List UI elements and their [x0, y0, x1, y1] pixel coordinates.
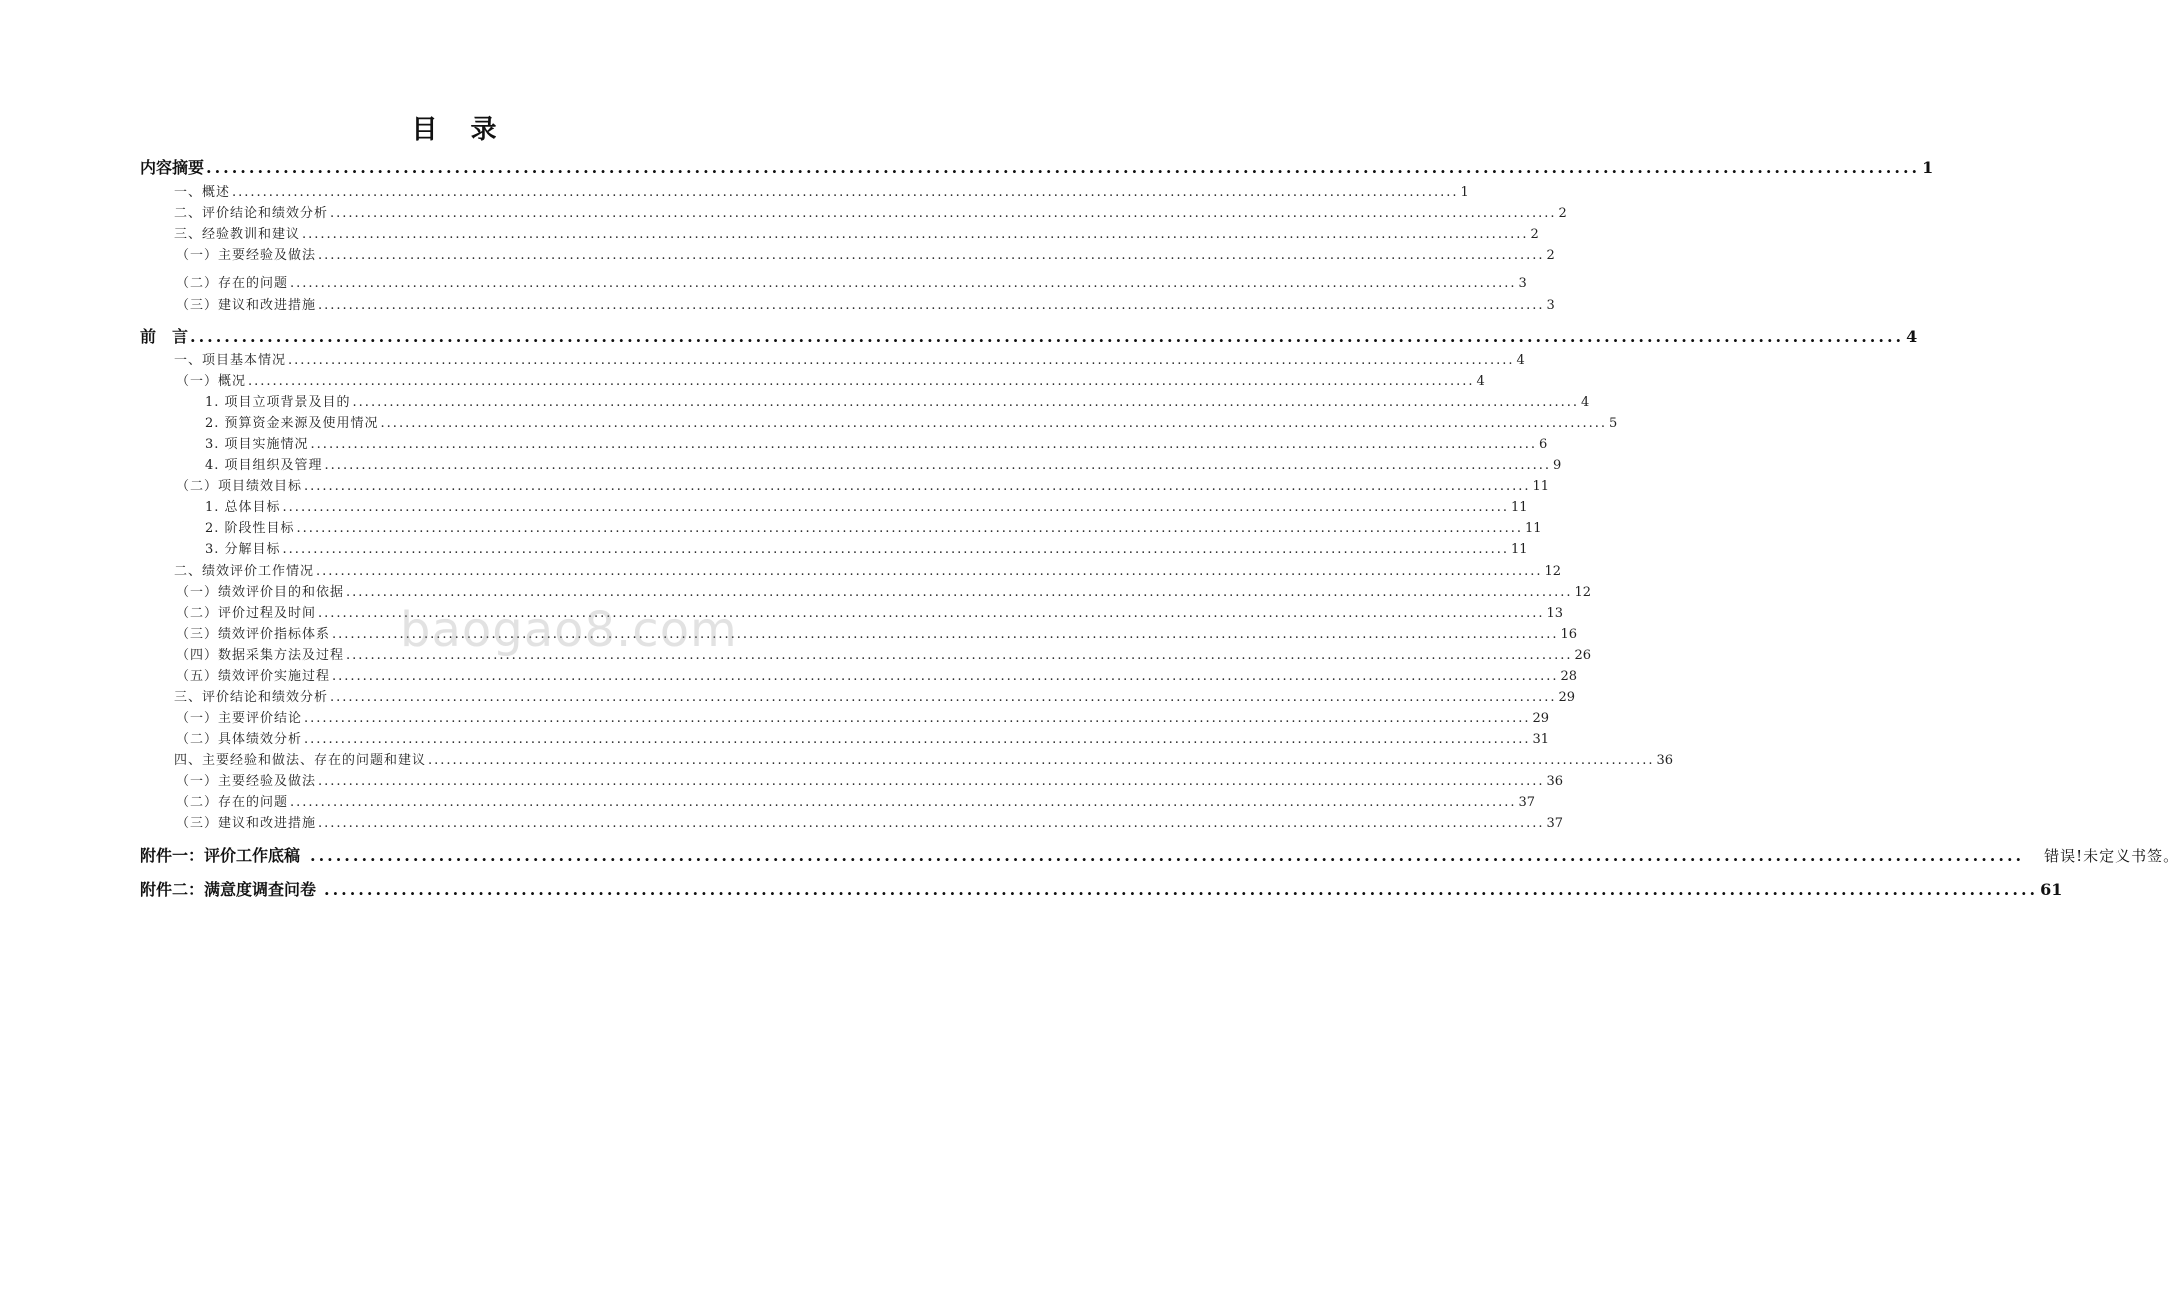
toc-entry-label: 3. 分解目标 [205, 542, 281, 557]
toc-entry-page: 2 [1530, 227, 1539, 242]
toc-entry-label: 3. 项目实施情况 [205, 437, 309, 452]
toc-leader-dots: ........................................................................................................................................................................................................ [302, 227, 1529, 242]
toc-entry-label: 四、主要经验和做法、存在的问题和建议 [174, 753, 427, 768]
toc-entry-level3[interactable] [176, 298, 1555, 314]
toc-entry-level3[interactable] [176, 627, 1578, 643]
toc-entry-level4[interactable] [205, 458, 1562, 474]
toc-entry-label: 1. 项目立项背景及目的 [205, 395, 351, 410]
toc-entry-label: （五）绩效评价实施过程 [176, 669, 331, 684]
toc-entry-level4[interactable] [205, 395, 1590, 411]
toc-entry-page: 11 [1532, 479, 1550, 494]
toc-entry-page: 37 [1518, 795, 1536, 810]
toc-entry-level2[interactable] [174, 753, 1674, 769]
toc-entry-level3[interactable] [176, 669, 1578, 685]
toc-entry-page: 29 [1558, 690, 1576, 705]
toc-entry-level1[interactable] [140, 846, 2179, 866]
toc-entry-level2[interactable] [174, 690, 1576, 706]
toc-entry-level4[interactable] [205, 500, 1528, 516]
toc-entry-level3[interactable] [176, 774, 1564, 790]
toc-entry-level4[interactable] [205, 521, 1542, 537]
toc-entry-label: 附件一：评价工作底稿 [140, 846, 301, 865]
toc-entry-page: 5 [1609, 416, 1618, 431]
toc-leader-dots: ........................................................................................................................................................................................................ [318, 816, 1545, 831]
toc-entry-page: 4 [1581, 395, 1590, 410]
toc-entry-label: 4. 项目组织及管理 [205, 458, 323, 473]
toc-leader-dots: ........................................................................................................................................................................................................ [248, 374, 1475, 389]
toc-leader-dots: ........................................................................................................................................................................................................ [310, 846, 2025, 865]
toc-entry-page: 2 [1558, 206, 1567, 221]
toc-leader-dots: ........................................................................................................................................................................................................ [304, 479, 1531, 494]
toc-entry-level1[interactable] [140, 327, 1918, 347]
toc-leader-dots: ........................................................................................................................................................................................................ [282, 500, 1510, 515]
toc-entry-label: （二）评价过程及时间 [176, 606, 317, 621]
toc-leader-dots: ........................................................................................................................................................................................................ [296, 521, 1524, 536]
toc-entry-label: （一）主要评价结论 [176, 711, 303, 726]
toc-leader-dots: ........................................................................................................................................................................................................ [190, 327, 1905, 346]
toc-entry-level3[interactable] [176, 276, 1527, 292]
toc-entry-label: 二、评价结论和绩效分析 [174, 206, 329, 221]
toc-entry-label: 三、评价结论和绩效分析 [174, 690, 329, 705]
toc-entry-label: （二）存在的问题 [176, 276, 289, 291]
toc-entry-page: 4 [1906, 327, 1918, 346]
toc-entry-level3[interactable] [176, 711, 1550, 727]
toc-entry-level2[interactable] [174, 206, 1567, 222]
toc-entry-level1[interactable] [140, 158, 1934, 178]
toc-leader-dots: ........................................................................................................................................................................................................ [304, 711, 1531, 726]
toc-entry-page: 4 [1476, 374, 1485, 389]
toc-entry-level3[interactable] [176, 648, 1592, 664]
toc-entry-level3[interactable] [176, 606, 1564, 622]
toc-entry-level3[interactable] [176, 374, 1485, 390]
toc-entry-level4[interactable] [205, 542, 1528, 558]
toc-entry-page: 1 [1460, 185, 1469, 200]
toc-entry-page: 12 [1544, 564, 1562, 579]
toc-entry-label: 一、项目基本情况 [174, 353, 287, 368]
toc-entry-level4[interactable] [205, 416, 1618, 432]
toc-leader-dots: ........................................................................................................................................................................................................ [304, 732, 1531, 747]
toc-entry-label: 内容摘要 [140, 158, 205, 177]
toc-entry-label: （二）存在的问题 [176, 795, 289, 810]
toc-leader-dots: ........................................................................................................................................................................................................ [428, 753, 1655, 768]
toc-entry-label: （一）绩效评价目的和依据 [176, 585, 345, 600]
toc-entry-page: 31 [1532, 732, 1550, 747]
toc-leader-dots: ........................................................................................................................................................................................................ [206, 158, 1921, 177]
toc-leader-dots: ........................................................................................................................................................................................................ [318, 298, 1545, 313]
toc-entry-label: 二、绩效评价工作情况 [174, 564, 315, 579]
toc-leader-dots: ........................................................................................................................................................................................................ [346, 648, 1573, 663]
toc-entry-label: 三、经验教训和建议 [174, 227, 301, 242]
toc-leader-dots: ........................................................................................................................................................................................................ [318, 774, 1545, 789]
toc-entry-level3[interactable] [176, 732, 1550, 748]
toc-entry-page: 9 [1553, 458, 1562, 473]
toc-entry-label: （二）具体绩效分析 [176, 732, 303, 747]
toc-entry-page: 13 [1546, 606, 1564, 621]
toc-entry-level3[interactable] [176, 816, 1564, 832]
toc-leader-dots: ........................................................................................................................................................................................................ [352, 395, 1580, 410]
toc-leader-dots: ........................................................................................................................................................................................................ [316, 564, 1543, 579]
toc-entry-level2[interactable] [174, 353, 1525, 369]
toc-leader-dots: ........................................................................................................................................................................................................ [232, 185, 1459, 200]
toc-leader-dots: ........................................................................................................................................................................................................ [310, 437, 1538, 452]
toc-entry-page: 1 [1922, 158, 1934, 177]
toc-entry-level2[interactable] [174, 564, 1562, 580]
toc-entry-label: （一）主要经验及做法 [176, 774, 317, 789]
toc-leader-dots: ........................................................................................................................................................................................................ [282, 542, 1510, 557]
toc-leader-dots: ........................................................................................................................................................................................................ [330, 206, 1557, 221]
toc-entry-page: 36 [1546, 774, 1564, 789]
toc-entry-label: （三）建议和改进措施 [176, 816, 317, 831]
toc-entry-label: 一、概述 [174, 185, 231, 200]
toc-entry-page: 2 [1546, 248, 1555, 263]
toc-entry-page: 29 [1532, 711, 1550, 726]
toc-leader-dots: ........................................................................................................................................................................................................ [288, 353, 1515, 368]
toc-leader-dots: ........................................................................................................................................................................................................ [324, 458, 1552, 473]
toc-leader-dots: ........................................................................................................................................................................................................ [318, 248, 1545, 263]
toc-entry-page: 12 [1574, 585, 1592, 600]
toc-entry-page: 3 [1518, 276, 1527, 291]
toc-leader-dots: ........................................................................................................................................................................................................ [346, 585, 1573, 600]
toc-entry-page: 6 [1539, 437, 1548, 452]
toc-entry-page: 16 [1560, 627, 1578, 642]
toc-title: 目 录 [411, 115, 509, 145]
toc-entry-level3[interactable] [176, 795, 1536, 811]
toc-entry-label: 2. 预算资金来源及使用情况 [205, 416, 379, 431]
toc-leader-dots: ........................................................................................................................................................................................................ [324, 880, 2039, 899]
toc-leader-dots: ........................................................................................................................................................................................................ [332, 669, 1559, 684]
toc-entry-label: （一）概况 [176, 374, 247, 389]
toc-entry-level3[interactable] [176, 248, 1555, 264]
toc-entry-page: 28 [1560, 669, 1578, 684]
toc-entry-label: 1. 总体目标 [205, 500, 281, 515]
toc-entry-label: （四）数据采集方法及过程 [176, 648, 345, 663]
watermark: baogao8.com [400, 602, 738, 658]
toc-entry-page: 3 [1546, 298, 1555, 313]
toc-entry-page: 37 [1546, 816, 1564, 831]
toc-entry-level3[interactable] [176, 479, 1550, 495]
toc-entry-label: （一）主要经验及做法 [176, 248, 317, 263]
toc-leader-dots: ........................................................................................................................................................................................................ [330, 690, 1557, 705]
toc-entry-label: 附件二：满意度调查问卷 [140, 880, 317, 899]
toc-entry-page: 4 [1516, 353, 1525, 368]
toc-entry-label: （三）绩效评价指标体系 [176, 627, 331, 642]
toc-leader-dots: ........................................................................................................................................................................................................ [332, 627, 1559, 642]
toc-entry-label: 2. 阶段性目标 [205, 521, 295, 536]
toc-leader-dots: ........................................................................................................................................................................................................ [290, 795, 1517, 810]
toc-entry-page: 61 [2040, 880, 2063, 899]
toc-entry-label: 前 言 [140, 327, 189, 346]
toc-entry-label: （二）项目绩效目标 [176, 479, 303, 494]
toc-entry-page: 11 [1511, 500, 1528, 515]
toc-leader-dots: ........................................................................................................................................................................................................ [380, 416, 1608, 431]
toc-leader-dots: ........................................................................................................................................................................................................ [318, 606, 1545, 621]
toc-entry-label: （三）建议和改进措施 [176, 298, 317, 313]
toc-entry-page-error: 错误!未定义书签。 [2044, 847, 2179, 865]
toc-entry-page: 36 [1656, 753, 1674, 768]
toc-entry-level2[interactable] [174, 227, 1539, 243]
toc-entry-page: 11 [1525, 521, 1542, 536]
toc-entry-level3[interactable] [176, 585, 1592, 601]
toc-entry-page: 26 [1574, 648, 1592, 663]
toc-entry-page: 11 [1511, 542, 1528, 557]
toc-leader-dots: ........................................................................................................................................................................................................ [290, 276, 1517, 291]
toc-entry-level1[interactable] [140, 880, 2063, 900]
toc-entry-level2[interactable] [174, 185, 1469, 201]
toc-entry-level4[interactable] [205, 437, 1548, 453]
